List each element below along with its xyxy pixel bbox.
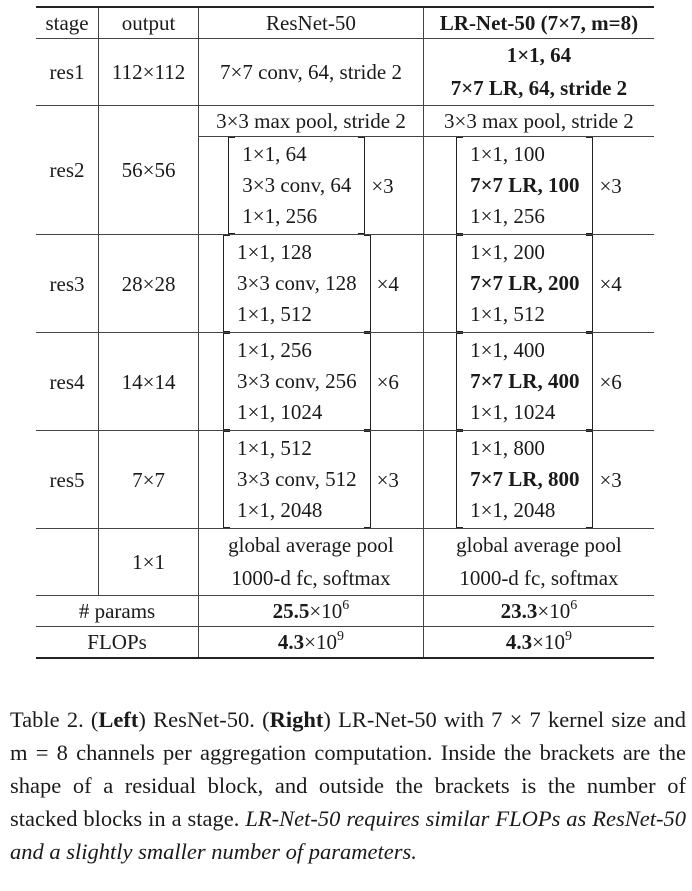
- params-lrnet-exp: 6: [570, 598, 578, 613]
- block-line: 3×3 conv, 64: [242, 173, 352, 197]
- flops-lrnet-base: ×10: [532, 630, 565, 654]
- block-line: 1×1, 512: [470, 302, 545, 326]
- pool-resnet: 3×3 max pool, stride 2: [199, 106, 424, 137]
- block-line: 1×1, 256: [470, 204, 545, 228]
- res3-lrnet-block: [456, 235, 593, 332]
- head-lrnet-line2: 1000-d fc, softmax: [459, 566, 619, 590]
- res2-resnet-block: [228, 137, 365, 234]
- block-line: 7×7 LR, 400: [470, 369, 580, 393]
- params-resnet-mant: 25.5: [272, 599, 310, 623]
- res2-lrnet-block: [456, 137, 593, 234]
- block-line: 1×1, 1024: [470, 400, 556, 424]
- block-line: 1×1, 800: [470, 436, 545, 460]
- res5-resnet-mult: ×3: [376, 467, 399, 492]
- res4-resnet: [199, 333, 424, 431]
- table-caption: [10, 703, 686, 868]
- block-line: 1×1, 200: [470, 240, 545, 264]
- flops-lrnet-exp: 9: [564, 629, 572, 644]
- block-line: 7×7 LR, 200: [470, 271, 580, 295]
- res5-resnet-block: [223, 431, 371, 528]
- res1-lrnet-line2: 7×7 LR, 64, stride 2: [450, 76, 628, 100]
- res4-resnet-block: [223, 333, 371, 430]
- res3-stage: res3: [36, 235, 99, 333]
- head-resnet: [199, 529, 424, 596]
- flops-label: FLOPs: [36, 627, 199, 659]
- row-pool: [36, 106, 654, 137]
- header-lrnet: LR-Net-50 (7×7, m=8): [423, 7, 654, 39]
- row-res3: [36, 235, 654, 333]
- block-line: 7×7 LR, 800: [470, 467, 580, 491]
- flops-lrnet-mant: 4.3: [505, 630, 533, 654]
- res5-lrnet-mult: ×3: [599, 467, 622, 492]
- header-output: output: [99, 7, 199, 39]
- params-resnet-base: ×10: [309, 599, 343, 623]
- block-line: 1×1, 512: [237, 302, 312, 326]
- head-lrnet: [423, 529, 654, 596]
- res3-lrnet-mult: ×4: [599, 271, 622, 296]
- res5-output: 7×7: [99, 431, 199, 529]
- block-line: 1×1, 1024: [237, 400, 323, 424]
- block-line: 1×1, 2048: [237, 498, 323, 522]
- flops-resnet: [199, 627, 424, 659]
- res4-lrnet: [423, 333, 654, 431]
- res5-lrnet: [423, 431, 654, 529]
- block-line: 1×1, 512: [237, 436, 312, 460]
- head-resnet-line1: global average pool: [228, 533, 394, 557]
- block-line: 3×3 conv, 512: [237, 467, 357, 491]
- row-head: [36, 529, 654, 596]
- row-params: [36, 596, 654, 627]
- params-label: # params: [36, 596, 199, 627]
- block-line: 1×1, 256: [242, 204, 318, 228]
- caption-italic: LR-Net-50 requires similar FLOPs as ResNet-50 and a slightly smaller number of parameters.: [10, 806, 686, 864]
- params-lrnet: [423, 596, 654, 627]
- row-flops: [36, 627, 654, 659]
- res4-stage: res4: [36, 333, 99, 431]
- res3-lrnet: [423, 235, 654, 333]
- res2-stage: res2: [36, 106, 99, 235]
- params-resnet: [199, 596, 424, 627]
- flops-resnet-exp: 9: [337, 629, 345, 644]
- res5-stage: res5: [36, 431, 99, 529]
- params-lrnet-base: ×10: [537, 599, 571, 623]
- block-line: 3×3 conv, 256: [237, 369, 357, 393]
- caption-left: Left: [98, 707, 139, 732]
- block-line: 1×1, 256: [237, 338, 312, 362]
- res3-output: 28×28: [99, 235, 199, 333]
- block-line: 1×1, 2048: [470, 498, 556, 522]
- caption-body: ) LR-Net-50 with 7 × 7 kernel size and m = 8 channels per aggregation computation. Inside the brackets are the shape of a residual block, and outside the brackets is the number of stacked blocks in a stage.: [10, 707, 687, 831]
- flops-resnet-base: ×10: [304, 630, 338, 654]
- res1-output: 112×112: [99, 39, 199, 106]
- params-lrnet-mant: 23.3: [500, 599, 538, 623]
- head-resnet-line2: 1000-d fc, softmax: [231, 566, 391, 590]
- res4-resnet-mult: ×6: [376, 369, 399, 394]
- res5-resnet: [199, 431, 424, 529]
- res3-resnet-mult: ×4: [376, 271, 399, 296]
- res1-resnet: 7×7 conv, 64, stride 2: [199, 39, 424, 106]
- block-line: 1×1, 100: [470, 142, 545, 166]
- block-line: 7×7 LR, 100: [470, 173, 580, 197]
- block-line: 3×3 conv, 128: [237, 271, 357, 295]
- block-line: 1×1, 64: [242, 142, 307, 166]
- row-res4: [36, 333, 654, 431]
- res2-lrnet-mult: ×3: [599, 173, 622, 198]
- row-res1: [36, 39, 654, 106]
- res4-lrnet-block: [456, 333, 593, 430]
- architecture-table: [36, 6, 654, 659]
- head-output: 1×1: [99, 529, 199, 596]
- flops-resnet-mant: 4.3: [277, 630, 305, 654]
- res1-stage: res1: [36, 39, 99, 106]
- header-row: [36, 7, 654, 39]
- caption-mid: ) ResNet-50. (: [138, 707, 270, 732]
- res3-resnet-block: [223, 235, 371, 332]
- block-line: 1×1, 128: [237, 240, 312, 264]
- row-res5: [36, 431, 654, 529]
- res5-lrnet-block: [456, 431, 593, 528]
- header-resnet: ResNet-50: [199, 7, 424, 39]
- res2-resnet: [199, 137, 424, 235]
- caption-right: Right: [269, 707, 324, 732]
- flops-lrnet: [423, 627, 654, 659]
- res1-lrnet-line1: 1×1, 64: [506, 43, 572, 67]
- head-lrnet-line1: global average pool: [456, 533, 622, 557]
- res3-resnet: [199, 235, 424, 333]
- pool-lrnet: 3×3 max pool, stride 2: [423, 106, 654, 137]
- res1-lrnet: [423, 39, 654, 106]
- params-resnet-exp: 6: [342, 598, 350, 613]
- res4-lrnet-mult: ×6: [599, 369, 622, 394]
- header-stage: stage: [36, 7, 99, 39]
- head-stage: [36, 529, 99, 596]
- block-line: 1×1, 400: [470, 338, 545, 362]
- res2-resnet-mult: ×3: [371, 173, 394, 198]
- res2-lrnet: [423, 137, 654, 235]
- res2-output: 56×56: [99, 106, 199, 235]
- res4-output: 14×14: [99, 333, 199, 431]
- caption-prefix: Table 2. (: [10, 707, 99, 732]
